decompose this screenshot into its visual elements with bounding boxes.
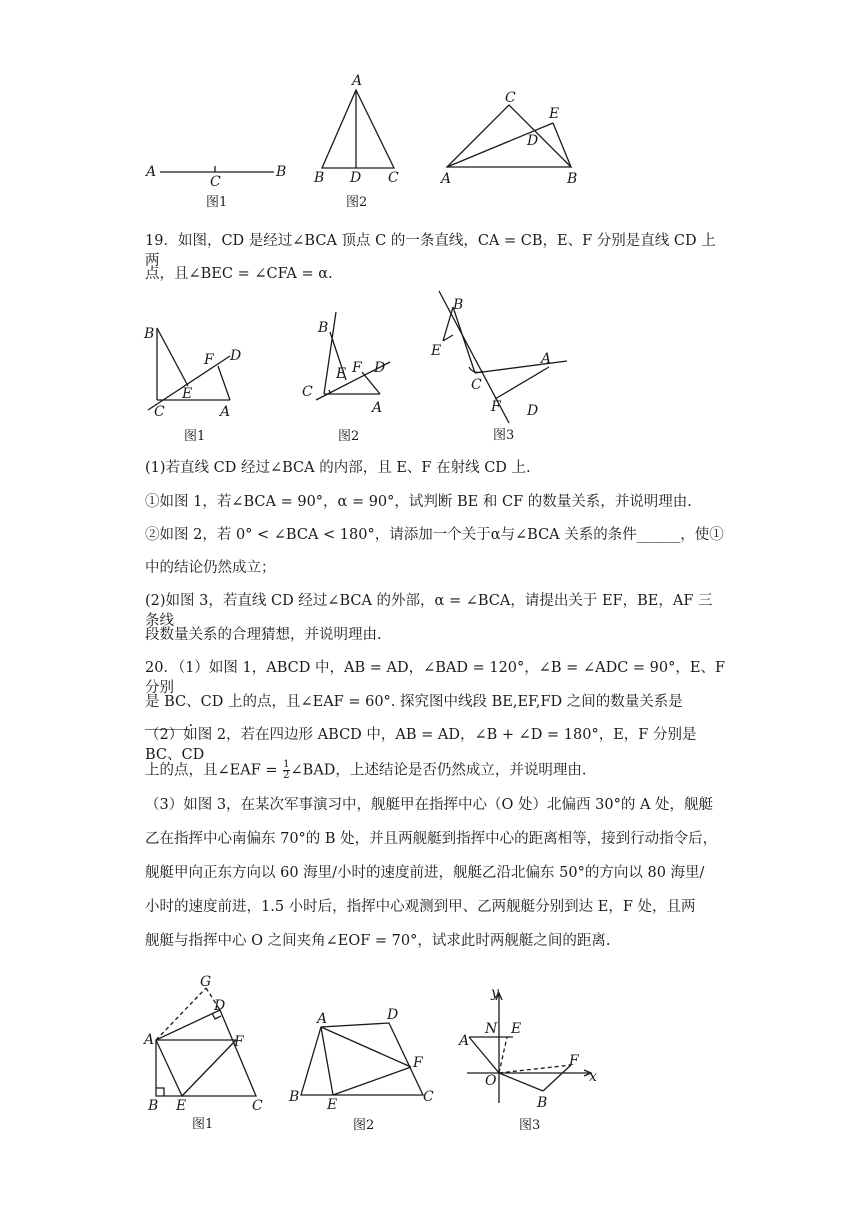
fig-label: B [148,1098,159,1114]
fig-label: E [431,343,442,359]
fig-label: A [146,164,157,180]
fig-label: B [289,1089,300,1105]
fig-label: A [317,1011,328,1027]
fig-label: C [471,377,482,393]
q19-part1: (1)若直线 CD 经过∠BCA 的内部，且 E、F 在射线 CD 上. [145,460,531,476]
fig-label: B [144,326,155,342]
figure-caption: 图2 [353,1118,375,1133]
fig-label: E [511,1021,522,1037]
figure-caption: 图2 [338,429,360,444]
fig-label: F [204,352,214,368]
q19-intro-line1: 19．如图，CD 是经过∠BCA 顶点 C 的一条直线，CA = CB，E、F 分别是直线 CD 上两 [145,233,716,269]
q20-p2-line2-pre: 上的点，且∠EAF = [145,762,283,779]
fig-label: D [387,1007,399,1023]
fig-label: A [352,73,363,89]
q20-p1-line1: 20．（1）如图 1，ABCD 中，AB = AD，∠BAD = 120°，∠B = ∠ADC = 90°，E、F 分别 [145,660,725,696]
top-figure-2 [310,70,410,210]
q19-sub2-line1: ②如图 2，若 0° < ∠BCA < 180°，请添加一个关于α与∠BCA 关系的条件______，使① [145,527,724,543]
fig-label: F [569,1053,579,1069]
fig-label: x [589,1069,597,1085]
figure-caption: 图1 [192,1117,214,1132]
q20-p3-line1: （3）如图 3，在某次军事演习中，舰艇甲在指挥中心（O 处）北偏西 30°的 A 处，舰艇 [145,797,714,813]
half-fraction [283,760,289,781]
fig-label: B [453,297,464,313]
q20-figure-3 [455,985,605,1135]
fig-label: N [485,1021,498,1037]
fig-label: D [527,403,539,419]
fig-label: C [505,90,516,106]
fig-label: C [252,1098,263,1114]
fig-label: B [537,1095,548,1111]
fig-label: O [485,1073,497,1089]
fig-label: C [302,384,313,400]
q20-p1-line2: 是 BC、CD 上的点，且∠EAF = 60°. 探究图中线段 BE,EF,FD 之间的数量关系是______. [145,694,683,730]
fig-label: E [336,366,347,382]
fig-label: C [423,1089,434,1105]
figure-caption: 图2 [346,195,368,210]
figure-caption: 图1 [206,195,228,210]
fig-label: C [210,174,221,190]
q20-p3-line5: 舰艇与指挥中心 O 之间夹角∠EOF = 70°，试求此时两舰艇之间的距离. [145,933,611,949]
fig-label: A [144,1032,155,1048]
fraction-denominator: 2 [283,770,290,781]
q19-intro-line2: 点，且∠BEC = ∠CFA = α. [145,266,333,282]
fig-label: D [374,360,386,376]
fig-label: A [372,400,383,416]
figure-caption: 图3 [519,1118,541,1133]
fig-label: E [176,1098,187,1114]
q19-figure-2 [290,310,410,450]
fig-label: B [567,171,578,185]
q19-part2-line1: (2)如图 3，若直线 CD 经过∠BCA 的外部，α = ∠BCA，请提出关于 EF，BE，AF 三条线 [145,593,713,629]
q20-figure-2 [285,1005,445,1135]
figure-caption: 图3 [493,428,515,443]
q20-p2-line2-post: ∠BAD，上述结论是否仍然成立，并说明理由. [290,762,587,779]
top-figure-1 [140,150,300,210]
fig-label: B [314,170,325,186]
fig-label: D [214,998,226,1014]
q20-figure-1 [140,970,270,1135]
fig-label: y [491,985,499,1001]
fig-label: E [182,386,193,402]
q20-p3-line4: 小时的速度前进，1.5 小时后，指挥中心观测到甲、乙两舰艇分别到达 E，F 处，且两 [145,899,696,915]
fig-label: D [230,348,242,364]
fig-label: F [352,360,362,376]
fig-label: A [441,171,452,185]
fig-label: B [318,320,329,336]
fig-label: D [527,133,539,149]
q20-p3-line3: 舰艇甲向正东方向以 60 海里/小时的速度前进，舰艇乙沿北偏东 50°的方向以 80 海里/ [145,865,705,881]
fig-label: D [350,170,362,186]
fig-label: F [234,1034,244,1050]
q20-p2-line2 [145,760,725,781]
fig-label: C [388,170,399,186]
q20-p2-line1: （2）如图 2，若在四边形 ABCD 中，AB = AD，∠B + ∠D = 180°，E，F 分别是 BC、CD [145,727,697,763]
q20-p3-line2: 乙在指挥中心南偏东 70°的 B 处，并且两舰艇到指挥中心的距离相等，接到行动指令后， [145,831,718,847]
fig-label: F [413,1055,423,1071]
fig-label: A [459,1033,470,1049]
fig-label: E [327,1097,338,1113]
top-figure-3 [435,85,595,185]
q19-figure-3 [425,285,585,450]
figure-caption: 图1 [184,429,206,444]
fig-label: A [220,404,231,420]
q19-sub1: ①如图 1，若∠BCA = 90°，α = 90°，试判断 BE 和 CF 的数量关系，并说明理由. [145,494,692,510]
fig-label: F [491,399,501,415]
fig-label: B [276,164,287,180]
fraction-numerator: 1 [283,759,290,770]
q19-part2-line2: 段数量关系的合理猜想，并说明理由. [145,627,382,643]
fig-label: C [154,404,165,420]
fig-label: E [549,106,560,122]
fig-label: G [200,974,212,990]
q19-figure-1 [140,318,250,448]
q19-sub2-line2: 中的结论仍然成立； [145,560,276,576]
fig-label: A [541,351,552,367]
